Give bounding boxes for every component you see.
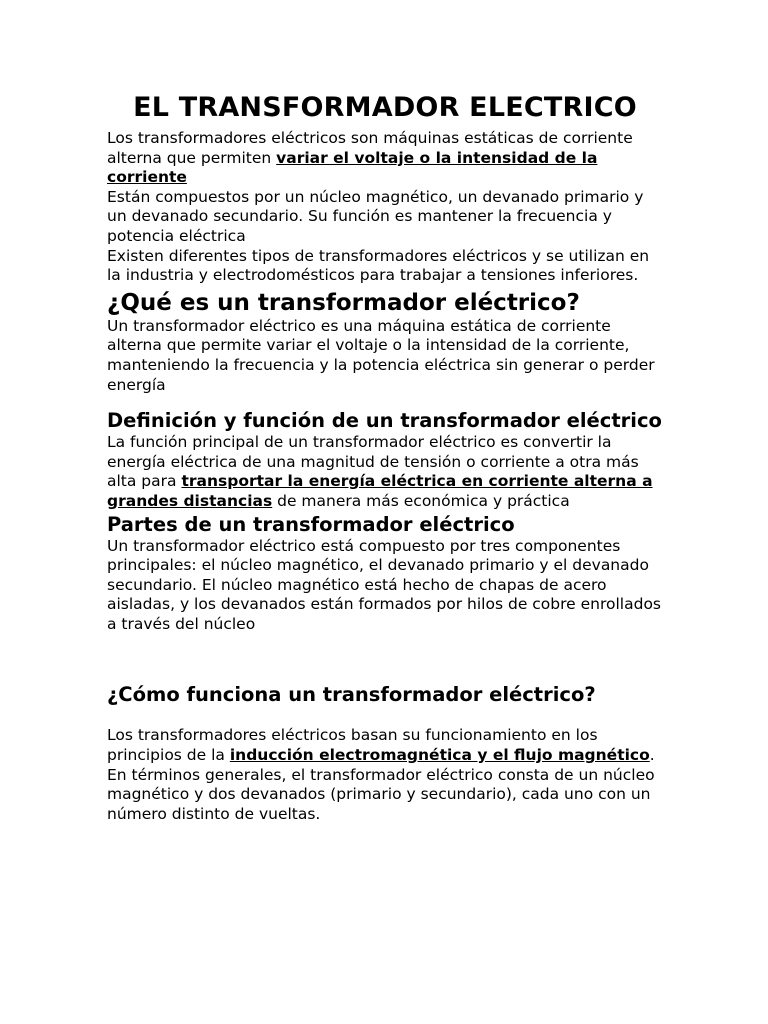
document-page bbox=[107, 90, 663, 824]
link-induccion-electromagnetica[interactable]: inducción electromagnética y el flujo magnético bbox=[229, 746, 650, 765]
definition-paragraph bbox=[107, 433, 663, 511]
how-text-after: . bbox=[649, 746, 655, 765]
definition-text-after: de manera más económica y práctica bbox=[272, 491, 570, 510]
parts-paragraph: Un transformador eléctrico está compuesto por tres componentes principales: el núcleo magnético, el devanado primario y el devanado secundario. El núcleo magnético está hecho de chapas de acero aisladas, y los devanados están formados por hilos de cobre enrollados a través del núcleo bbox=[107, 536, 662, 633]
intro-paragraph-3: Existen diferentes tipos de transformadores eléctricos y se utilizan en la industria y electrodomésticos para trabajar a tensiones inferiores. bbox=[107, 246, 650, 285]
intro-text: Los transformadores eléctricos son máquinas estáticas de corriente alterna que permiten bbox=[107, 129, 633, 167]
intro-paragraph-1 bbox=[107, 129, 663, 188]
how-paragraph-1 bbox=[107, 726, 663, 765]
how-paragraph-2: En términos generales, el transformador eléctrico consta de un núcleo magnético y dos devanados (primario y secundario), cada uno con un número distinto de vueltas. bbox=[107, 765, 655, 823]
how-text-before: Los transformadores eléctricos basan su funcionamiento en los principios de la bbox=[107, 726, 598, 765]
heading-how-it-works: ¿Cómo funciona un transformador eléctrico? bbox=[107, 683, 596, 707]
heading-parts: Partes de un transformador eléctrico bbox=[107, 512, 515, 536]
heading-what-is: ¿Qué es un transformador eléctrico? bbox=[107, 289, 580, 316]
heading-definition: Definición y función de un transformador eléctrico bbox=[107, 409, 662, 433]
link-transportar-energia[interactable]: transportar la energía eléctrica en corriente alterna a grandes distancias bbox=[107, 472, 653, 510]
intro-paragraph-2: Están compuestos por un núcleo magnético, un devanado primario y un devanado secundario. Su función es mantener la frecuencia y potencia eléctrica bbox=[107, 187, 644, 245]
page-title: EL TRANSFORMADOR ELECTRICO bbox=[133, 92, 637, 123]
what-is-paragraph: Un transformador eléctrico es una máquina estática de corriente alterna que permite variar el voltaje o la intensidad de la corriente, manteniendo la frecuencia y la potencia eléctrica sin generar o perder energía bbox=[107, 316, 655, 394]
definition-text-before: La función principal de un transformador eléctrico es convertir la energía eléctrica de una magnitud de tensión o corriente a otra más alta para bbox=[107, 433, 639, 491]
link-variar-voltaje[interactable]: variar el voltaje o la intensidad de la corriente bbox=[107, 148, 598, 187]
